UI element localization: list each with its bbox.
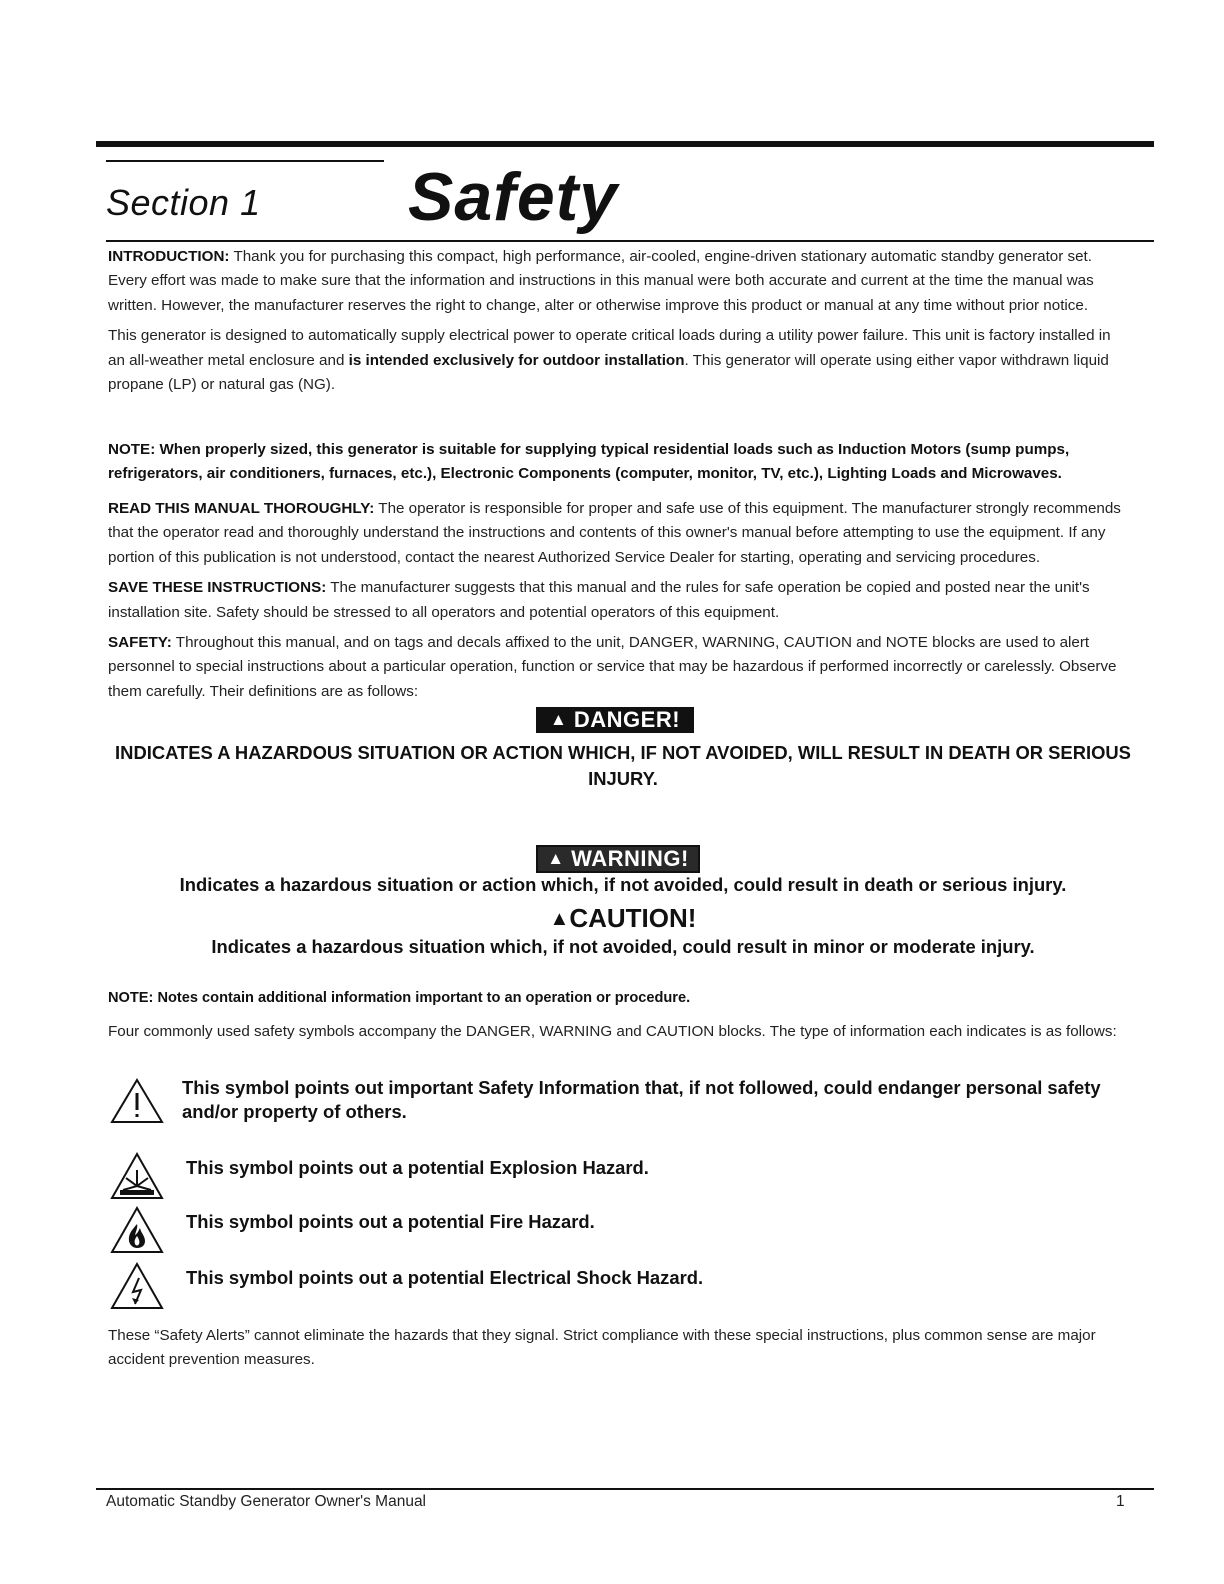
design-emphasis: is intended exclusively for outdoor installation: [348, 351, 685, 369]
intro-block: [108, 245, 1128, 397]
safety-lead: SAFETY:: [108, 634, 172, 652]
symbol-row-safety-alert: [108, 1076, 1148, 1136]
section-title: Safety: [408, 159, 619, 235]
design-text-before: This generator is designed to automatically supply electrical power to operate critical loads during a utility power failure. This unit is factory installed in an all-weather metal enclosure and: [108, 327, 1111, 369]
warning-badge: [536, 845, 700, 873]
footer-page-number: 1: [1116, 1493, 1125, 1510]
warning-alert-icon: ▲: [547, 849, 565, 868]
header-bottom-rule: [106, 240, 1154, 242]
safety-alert-icon: [108, 1076, 166, 1126]
instructions-block: [108, 497, 1128, 704]
section-label-rule: [106, 160, 384, 162]
symbol-row-explosion: [108, 1152, 1148, 1202]
caution-alert-icon: ▲: [549, 908, 570, 930]
intro-lead: INTRODUCTION:: [108, 248, 230, 265]
design-paragraph: [108, 324, 1128, 397]
read-manual-text: The operator is responsible for proper and safe use of this equipment. The manufacturer strongly recommends that the operator read and thoroughly understand the instructions and contents of this owner's manual before attempting to use the equipment. If any portion of this publication is not understood, contact the nearest Authorized Service Dealer for starting, operating and servicing procedures.: [108, 500, 1121, 566]
warning-label: WARNING!: [571, 846, 689, 871]
danger-alert-icon: ▲: [549, 710, 568, 729]
footer-manual-title: Automatic Standby Generator Owner's Manual: [106, 1493, 427, 1510]
note-definition: NOTE: Notes contain additional information important to an operation or procedure.: [108, 990, 691, 1006]
safety-text: Throughout this manual, and on tags and decals affixed to the unit, DANGER, WARNING, CAUTION and NOTE blocks are used to alert personnel to special instructions about a particular operation, function or service that may be hazardous if performed incorrectly or carelessly. Observe them carefully. Their definitions are as follows:: [108, 634, 1117, 700]
design-text-after: . This generator will operate using either vapor withdrawn liquid propane (LP) or natural gas (NG).: [108, 351, 1109, 394]
symbol-text-electrical-shock: This symbol points out a potential Electrical Shock Hazard.: [186, 1267, 704, 1288]
caution-heading: [108, 902, 1138, 935]
closing-paragraph: These “Safety Alerts” cannot eliminate the hazards that they signal. Strict compliance with these special instructions, plus common sense are major accident prevention measures.: [108, 1327, 1096, 1369]
fire-hazard-icon: [108, 1206, 166, 1256]
safety-paragraph: [108, 631, 1128, 704]
caution-label: CAUTION!: [569, 903, 697, 933]
symbol-row-electrical-shock: [108, 1262, 1148, 1312]
electrical-shock-icon: [108, 1262, 166, 1312]
intro-text: Thank you for purchasing this compact, high performance, air-cooled, engine-driven stationary automatic standby generator set. Every effort was made to make sure that the information and instructions in this manual were both accurate and current at the time the manual was written. However, the manufacturer reserves the right to change, alter or otherwise improve this product or manual at any time without prior notice.: [108, 248, 1094, 314]
intro-paragraph: [108, 245, 1128, 318]
danger-badge: [536, 707, 694, 733]
read-manual-lead: READ THIS MANUAL THOROUGHLY:: [108, 500, 375, 517]
read-manual-paragraph: [108, 497, 1128, 570]
header-top-rule: [96, 141, 1154, 147]
save-instructions-text: The manufacturer suggests that this manual and the rules for safe operation be copied and posted near the unit's installation site. Safety should be stressed to all operators and potential operators of this equipment.: [108, 579, 1090, 621]
section-label: Section 1: [106, 182, 261, 223]
explosion-hazard-icon: [108, 1152, 166, 1202]
symbol-text-fire: This symbol points out a potential Fire Hazard.: [186, 1211, 595, 1232]
warning-definition: Indicates a hazardous situation or action which, if not avoided, could result in death or serious injury.: [179, 874, 1067, 895]
symbols-intro: Four commonly used safety symbols accompany the DANGER, WARNING and CAUTION blocks. The type of information each indicates is as follows:: [108, 1023, 1117, 1040]
symbol-text-safety-alert: This symbol points out important Safety Information that, if not followed, could endanger personal safety and/or property of others.: [182, 1077, 1101, 1122]
save-instructions-lead: SAVE THESE INSTRUCTIONS:: [108, 579, 327, 597]
footer-rule: [96, 1488, 1154, 1490]
danger-label: DANGER!: [573, 707, 681, 732]
danger-definition: INDICATES A HAZARDOUS SITUATION OR ACTION WHICH, IF NOT AVOIDED, WILL RESULT IN DEATH OR SERIOUS INJURY.: [115, 742, 1131, 789]
note-loads: NOTE: When properly sized, this generator is suitable for supplying typical residential loads such as Induction Motors (sump pumps, refrigerators, air conditioners, furnaces, etc.), Electronic Components (computer, monitor, TV, etc.), Lighting Loads and Microwaves.: [108, 441, 1070, 483]
symbol-text-explosion: This symbol points out a potential Explosion Hazard.: [186, 1157, 649, 1178]
caution-definition: Indicates a hazardous situation which, if not avoided, could result in minor or moderate injury.: [211, 936, 1035, 957]
symbol-row-fire: [108, 1206, 1148, 1256]
save-instructions-paragraph: [108, 576, 1128, 625]
